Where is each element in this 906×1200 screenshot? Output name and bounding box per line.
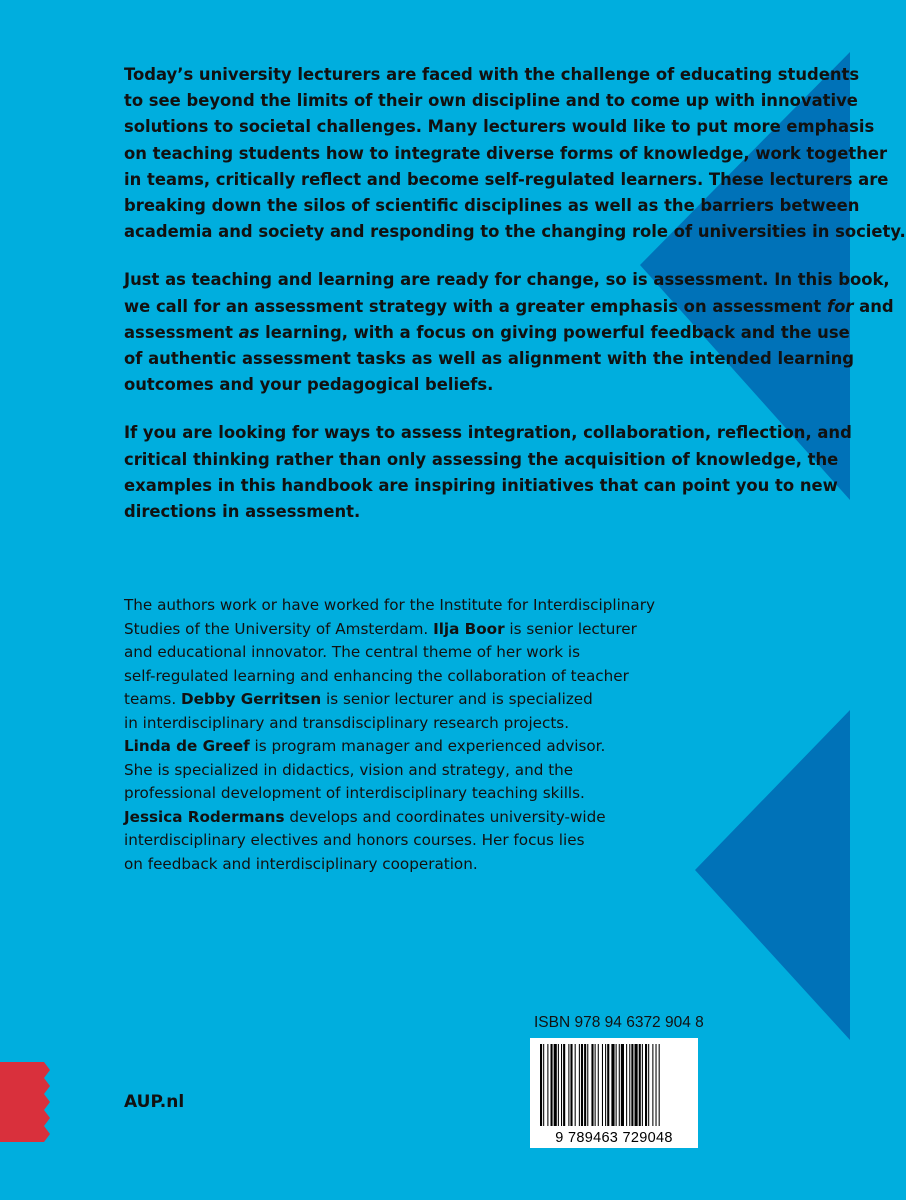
text-fragment: teams. [124,690,181,708]
text-line: interdisciplinary electives and honors courses. Her focus lies [124,831,585,849]
author-name: Debby Gerritsen [180,690,322,708]
text-line [124,806,655,830]
barcode-digits: 9 789463 729048 [555,1130,673,1146]
barcode-bar [645,1044,647,1126]
text-line: to see beyond the limits of their own discipline and to come up with innovative [124,91,858,111]
italic-word: for [826,296,854,316]
lower-triangle [695,710,850,1040]
text-line: outcomes and your pedagogical beliefs. [124,375,494,395]
barcode-bar [591,1044,593,1126]
blurb-paragraph-1 [124,62,906,245]
barcode-bar [659,1044,660,1126]
text-line: on teaching students how to integrate diverse forms of knowledge, work together [124,143,888,163]
barcode-bar [570,1044,572,1126]
barcode-bar [595,1044,596,1126]
barcode-bar [605,1044,606,1126]
barcode-bar [607,1044,609,1126]
barcode-bar [584,1044,586,1126]
text-line: If you are looking for ways to assess integration, collaboration, reflection, and [124,423,852,443]
text-fragment: is senior lecturer [504,619,637,638]
text-line: directions in assessment. [124,502,361,522]
barcode-bar [561,1044,562,1126]
text-fragment: and [853,296,894,316]
text-line: Just as teaching and learning are ready for change, so is assessment. In this book, [124,270,890,290]
text-fragment: is program manager and experienced advisor. [249,737,606,755]
barcode-bar [563,1044,565,1126]
barcode-bar [540,1044,542,1126]
barcode-bar [635,1044,638,1126]
text-line: solutions to societal challenges. Many lecturers would like to put more emphasis [124,117,875,137]
text-fragment: we call for an assessment strategy with a greater emphasis on assessment [124,296,827,316]
barcode-bar [639,1044,641,1126]
text-line [124,618,655,642]
isbn-barcode [530,1038,698,1148]
barcode-bar [621,1044,624,1126]
text-line [124,688,655,712]
text-line: of authentic assessment tasks as well as alignment with the intended learning [124,349,855,369]
barcode-bar [611,1044,614,1126]
barcode-bar [587,1044,588,1126]
barcode-bar [642,1044,643,1126]
text-line: and educational innovator. The central theme of her work is [124,643,580,661]
barcode-bar [656,1044,657,1126]
barcode-bar [616,1044,617,1126]
text-line [124,294,906,320]
text-line: examples in this handbook are inspiring initiatives that can point you to new [124,475,838,495]
text-fragment: develops and coordinates university-wide [284,807,606,826]
italic-word: as [238,322,260,342]
barcode-bar [558,1044,559,1126]
barcode-bar [543,1044,544,1126]
text-fragment: assessment [124,322,239,342]
barcode-bar [575,1044,576,1126]
text-line: She is specialized in didactics, vision and strategy, and the [124,760,574,779]
barcode-bar [619,1044,620,1126]
author-name: Linda de Greef [124,737,250,755]
barcode-bar [652,1044,653,1126]
text-fragment: learning, with a focus on giving powerful feedback and the use [259,322,850,342]
text-line: academia and society and responding to the changing role of universities in society. [124,222,906,242]
barcode-bar [554,1044,557,1126]
barcode-bar [626,1044,627,1126]
author-bio [124,594,655,876]
text-line: Today’s university lecturers are faced with the challenge of educating students [124,65,860,84]
text-line [124,735,655,759]
text-line: in teams, critically reflect and become self-regulated learners. These lecturers are [124,169,889,189]
barcode-bar [547,1044,548,1126]
publisher-logo-mark [0,1062,50,1142]
barcode-bar [602,1044,603,1126]
text-line: on feedback and interdisciplinary cooperation. [124,854,478,873]
text-line [124,320,906,346]
barcode-bar [579,1044,580,1126]
text-line: professional development of interdisciplinary teaching skills. [124,784,585,802]
publisher-website: AUP.nl [124,1092,185,1112]
barcode-bar [581,1044,583,1126]
isbn-label: ISBN 978 94 6372 904 8 [534,1014,704,1031]
text-line: critical thinking rather than only assessing the acquisition of knowledge, the [124,449,839,469]
blurb [124,62,906,547]
text-line: in interdisciplinary and transdisciplinary research projects. [124,713,570,732]
author-name: Ilja Boor [433,619,505,638]
barcode-bar [598,1044,599,1126]
barcode-bar [629,1044,630,1126]
barcode-bar [568,1044,569,1126]
barcode-bar [551,1044,553,1126]
text-line: breaking down the silos of scientific disciplines as well as the barriers between [124,196,860,216]
barcode-bar [648,1044,649,1126]
barcode-bar [631,1044,633,1126]
text-fragment: Studies of the University of Amsterdam. [124,619,434,638]
text-fragment: is senior lecturer and is specialized [321,690,593,708]
author-name: Jessica Rodermans [124,807,285,826]
blurb-paragraph-2 [124,267,906,398]
text-line: self-regulated learning and enhancing the collaboration of teacher [124,666,629,685]
text-line: The authors work or have worked for the Institute for Interdisciplinary [124,596,655,614]
blurb-paragraph-3 [124,420,906,525]
